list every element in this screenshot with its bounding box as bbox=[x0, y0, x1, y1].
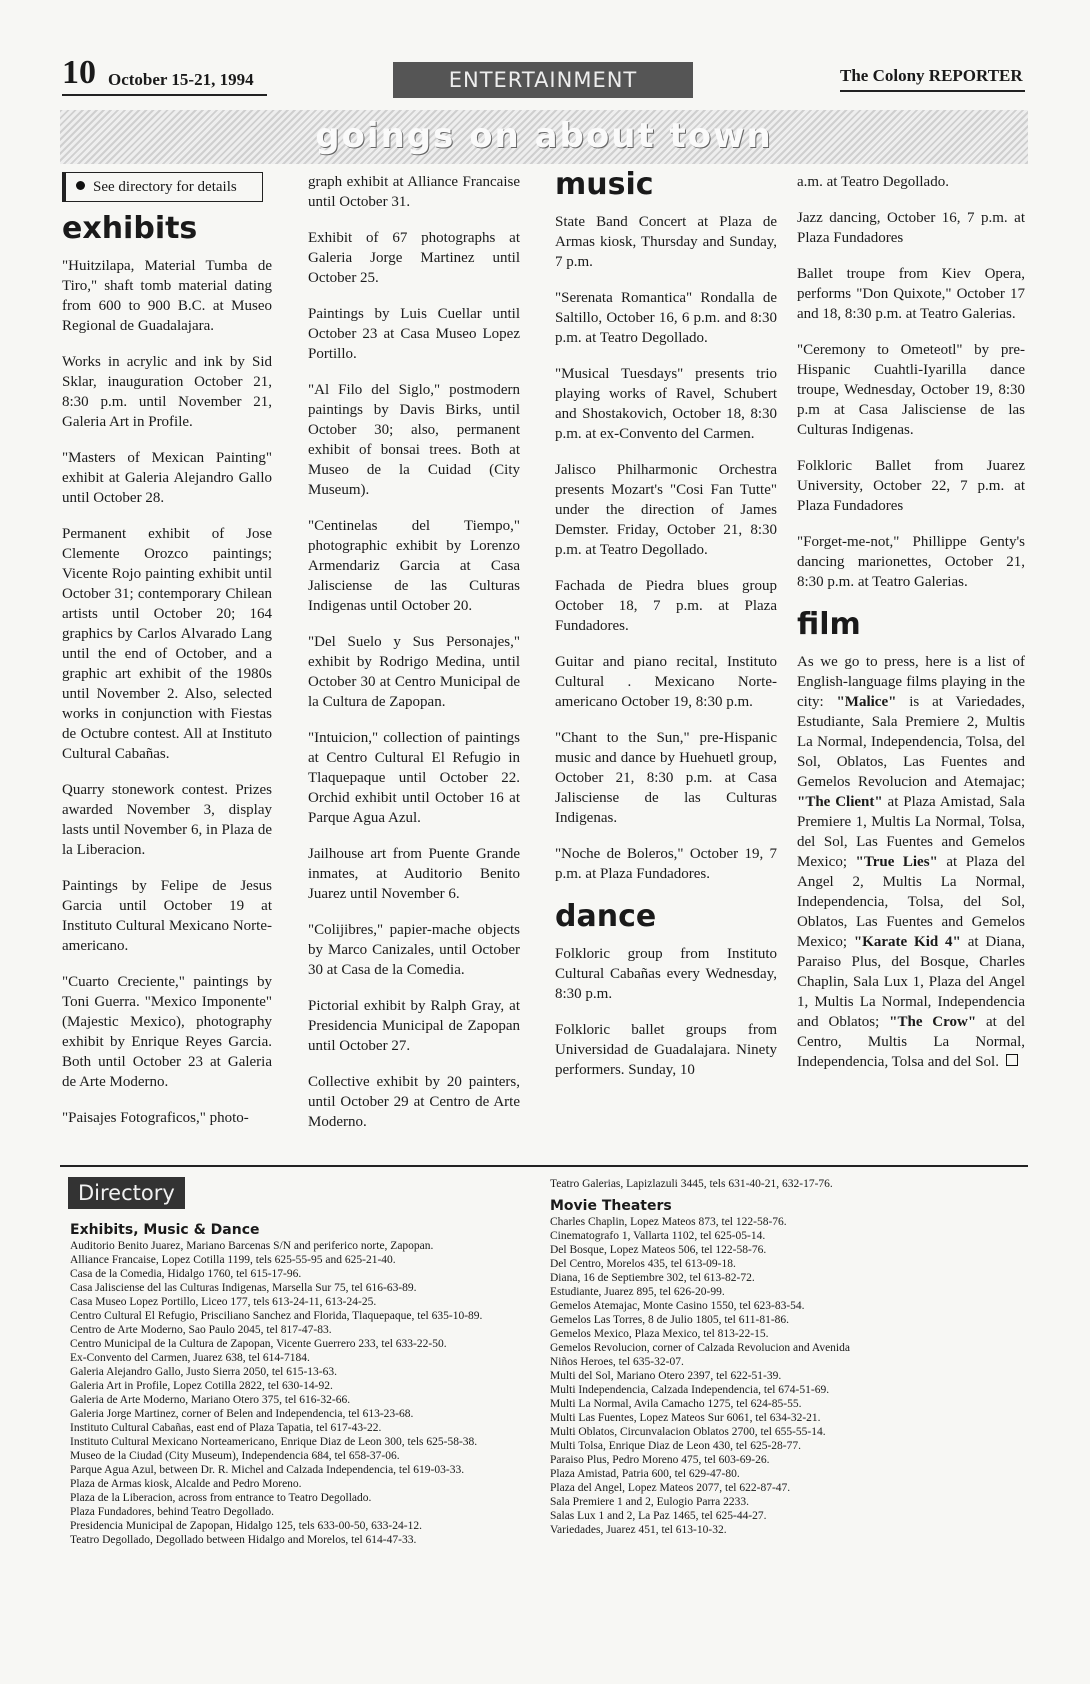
directory-entry: Plaza de la Liberacion, across from entrance to Teatro Degollado. bbox=[70, 1492, 372, 1504]
directory-entry: Diana, 16 de Septiembre 302, tel 613-82-72. bbox=[550, 1272, 755, 1284]
column-exhibits-continued bbox=[308, 172, 520, 1148]
film-title: "The Crow" bbox=[889, 1014, 977, 1030]
heading-dance: dance bbox=[555, 899, 657, 934]
directory-entry: Galeria Art in Profile, Lopez Cotilla 2822, tel 630-14-92. bbox=[70, 1380, 333, 1392]
directory-entry: Ex-Convento del Carmen, Juarez 638, tel 614-7184. bbox=[70, 1352, 310, 1364]
directory-entry: Gemelos Revolucion, corner of Calzada Revolucion and Avenida bbox=[550, 1342, 850, 1354]
listing: graph exhibit at Alliance Francaise until October 31. bbox=[308, 174, 520, 210]
film-venues: at del Centro, Multis La Normal, Independencia, Tolsa and del Sol. bbox=[797, 1014, 1025, 1070]
directory-entry: Plaza de Armas kiosk, Alcalde and Pedro Moreno. bbox=[70, 1478, 302, 1490]
directory-entry: Variedades, Juarez 451, tel 613-10-32. bbox=[550, 1524, 727, 1536]
directory-entry: Del Centro, Morelos 435, tel 613-09-18. bbox=[550, 1258, 736, 1270]
directory-entry: Museo de la Ciudad (City Museum), Independencia 684, tel 658-37-06. bbox=[70, 1450, 400, 1462]
directory-entry: Paraiso Plus, Pedro Moreno 475, tel 603-69-26. bbox=[550, 1454, 770, 1466]
directory-entry: Gemelos Mexico, Plaza Mexico, tel 813-22-15. bbox=[550, 1328, 769, 1340]
listing: "Ceremony to Ometeotl" by pre-Hispanic Cuahtli-Iyarilla dance troupe, Wednesday, October 19, 8:30 p.m at Casa Jalisciense de las Culturas Indigenas. bbox=[797, 342, 1025, 438]
film-title: "The Client" bbox=[797, 794, 883, 810]
listing: "Al Filo del Siglo," postmodern paintings by Davis Birks, until October 30; also, permanent exhibit of bonsai trees. Both at Museo de la Cuidad (City Museum). bbox=[308, 382, 520, 498]
listing: Permanent exhibit of Jose Clemente Orozco paintings; Vicente Rojo painting exhibit until October 31; contemporary Chilean artists until October 20; 164 graphics by Carlos Alvarado Lang until the end of October, and a graphic art exhibit of the 1980s until November 2. Also, selected works in conjunction with Fiestas de Octubre contest. All at Instituto Cultural Cabañas. bbox=[62, 526, 272, 762]
directory-entry: Multi Independencia, Calzada Independencia, tel 674-51-69. bbox=[550, 1384, 830, 1396]
directory-entry: Multi La Normal, Avila Camacho 1275, tel 624-85-55. bbox=[550, 1398, 802, 1410]
listing: Folkloric group from Instituto Cultural Cabañas every Wednesday, 8:30 p.m. bbox=[555, 946, 777, 1002]
header-rule-right bbox=[840, 90, 1025, 92]
listing: Pictorial exhibit by Ralph Gray, at Presidencia Municipal de Zapopan until October 27. bbox=[308, 998, 520, 1054]
directory-entry: Parque Agua Azul, between Dr. R. Michel and Calzada Independencia, tel 619-03-33. bbox=[70, 1464, 465, 1476]
listing: Paintings by Felipe de Jesus Garcia until October 19 at Instituto Cultural Mexicano Norte-americano. bbox=[62, 878, 272, 954]
directory-right bbox=[550, 1177, 1025, 1537]
listing: State Band Concert at Plaza de Armas kiosk, Thursday and Sunday, 7 p.m. bbox=[555, 214, 777, 270]
listing: "Cuarto Creciente," paintings by Toni Guerra. "Mexico Imponente" (Majestic Mexico), photography exhibit by Enrique Reyes Garcia. Both until October 23 at Galeria de Arte Moderno. bbox=[62, 974, 272, 1090]
directory-entry: Sala Premiere 1 and 2, Eulogio Parra 2233. bbox=[550, 1496, 749, 1508]
film-venues: at Plaza Amistad, Sala Premiere 1, Multis La Normal, Tolsa, del Sol, Las Fuentes and Gemelos Mexico; bbox=[797, 794, 1025, 870]
directory-entry: Presidencia Municipal de Zapopan, Hidalgo 125, tels 633-00-50, 633-24-12. bbox=[70, 1520, 422, 1532]
directory-entry: Niños Heroes, tel 635-32-07. bbox=[550, 1356, 684, 1368]
directory-entry: Casa Museo Lopez Portillo, Liceo 177, tels 613-24-11, 613-24-25. bbox=[70, 1296, 377, 1308]
directory-heading-movies: Movie Theaters bbox=[550, 1198, 672, 1214]
listing: "Chant to the Sun," pre-Hispanic music and dance by Huehuetl group, October 21, 8:30 p.m. at Casa Jalisciense de las Culturas Indigenas. bbox=[555, 730, 777, 826]
listing: Ballet troupe from Kiev Opera, performs "Don Quixote," October 17 and 18, 8:30 p.m. at Teatro Galerias. bbox=[797, 266, 1025, 322]
film-title: "True Lies" bbox=[855, 854, 938, 870]
section-title: ENTERTAINMENT bbox=[393, 62, 693, 98]
directory-heading-exhibits: Exhibits, Music & Dance bbox=[70, 1222, 260, 1238]
film-listing bbox=[797, 652, 1025, 1072]
directory-entry: Instituto Cultural Mexicano Norteamericano, Enrique Diaz de Leon 300, tels 625-58-38. bbox=[70, 1436, 478, 1448]
directory-entry: Cinematografo 1, Vallarta 1102, tel 625-05-14. bbox=[550, 1230, 766, 1242]
end-mark-icon bbox=[1006, 1054, 1018, 1066]
directory-box bbox=[60, 1165, 1028, 1617]
directory-note bbox=[62, 172, 263, 202]
directory-entry: Charles Chaplin, Lopez Mateos 873, tel 122-58-76. bbox=[550, 1216, 787, 1228]
film-title: "Karate Kid 4" bbox=[853, 934, 961, 950]
listing: "Serenata Romantica" Rondalla de Saltillo, October 16, 6 p.m. and 8:30 p.m. at Teatro Degollado. bbox=[555, 290, 777, 346]
directory-entry: Plaza del Angel, Lopez Mateos 2077, tel 622-87-47. bbox=[550, 1482, 791, 1494]
column-dance-film bbox=[797, 172, 1025, 1088]
listing: Folkloric ballet groups from Universidad de Guadalajara. Ninety performers. Sunday, 10 bbox=[555, 1022, 777, 1078]
banner-title: goings on about town bbox=[315, 116, 773, 156]
column-banner bbox=[60, 110, 1028, 164]
listing: Jailhouse art from Puente Grande inmates, at Auditorio Benito Juarez until November 6. bbox=[308, 846, 520, 902]
directory-entry: Centro Municipal de la Cultura de Zapopan, Vicente Guerrero 233, tel 633-22-50. bbox=[70, 1338, 447, 1350]
directory-entry: Teatro Galerias, Lapizlazuli 3445, tels 631-40-21, 632-17-76. bbox=[550, 1178, 833, 1190]
heading-music: music bbox=[555, 167, 654, 202]
listing: a.m. at Teatro Degollado. bbox=[797, 174, 949, 190]
directory-entry: Galeria Jorge Martinez, corner of Belen and Independencia, tel 613-23-68. bbox=[70, 1408, 414, 1420]
listing: "Centinelas del Tiempo," photographic exhibit by Lorenzo Armendariz Garcia at Casa Jalisciense de las Culturas Indigenas until October 20. bbox=[308, 518, 520, 614]
listing: Folkloric Ballet from Juarez University, October 22, 7 p.m. at Plaza Fundadores bbox=[797, 458, 1025, 514]
directory-entry: Casa de la Comedia, Hidalgo 1760, tel 615-17-96. bbox=[70, 1268, 302, 1280]
directory-entry: Plaza Amistad, Patria 600, tel 629-47-80. bbox=[550, 1468, 740, 1480]
directory-entry: Instituto Cultural Cabañas, east end of Plaza Tapatia, tel 617-43-22. bbox=[70, 1422, 382, 1434]
directory-entry: Estudiante, Juarez 895, tel 626-20-99. bbox=[550, 1286, 725, 1298]
listing: Jazz dancing, October 16, 7 p.m. at Plaza Fundadores bbox=[797, 210, 1025, 246]
film-venues: is at Variedades, Estudiante, Sala Premiere 2, Multis La Normal, Independencia, Tolsa, del Sol, Oblatos, Las Fuentes and Gemelos Revolucion and Atemajac; bbox=[797, 694, 1025, 790]
heading-film: film bbox=[797, 607, 861, 642]
directory-entry: Alliance Francaise, Lopez Cotilla 1199, tels 625-55-95 and 625-21-40. bbox=[70, 1254, 396, 1266]
directory-entry: Teatro Degollado, Degollado between Hidalgo and Morelos, tel 614-47-33. bbox=[70, 1534, 417, 1546]
listing: Guitar and piano recital, Instituto Cultural . Mexicano Norte-americano October 19, 8:30 p.m. bbox=[555, 654, 777, 710]
listing: Collective exhibit by 20 painters, until October 29 at Centro de Arte Moderno. bbox=[308, 1074, 520, 1130]
directory-entry: Multi del Sol, Mariano Otero 2397, tel 622-51-39. bbox=[550, 1370, 782, 1382]
directory-entry: Casa Jalisciense del las Culturas Indigenas, Marsella Sur 75, tel 616-63-89. bbox=[70, 1282, 417, 1294]
listing: "Huitzilapa, Material Tumba de Tiro," shaft tomb material dating from 600 to 900 B.C. at Museo Regional de Guadalajara. bbox=[62, 258, 272, 334]
column-music-dance bbox=[555, 160, 777, 1096]
film-venues: at Diana, Paraiso Plus, del Bosque, Charles Chaplin, Sala Lux 1, Plaza del Angel 1, Multis La Normal, Independencia and Oblatos; bbox=[797, 934, 1025, 1030]
listing: "Del Suelo y Sus Personajes," exhibit by Rodrigo Medina, until October 30 at Centro Municipal de la Cultura de Zapopan. bbox=[308, 634, 520, 710]
listing: "Intuicion," collection of paintings at Centro Cultural El Refugio in Tlaquepaque until October 22. Orchid exhibit until October 16 at Parque Agua Azul. bbox=[308, 730, 520, 826]
directory-entry: Galeria de Arte Moderno, Mariano Otero 375, tel 616-32-66. bbox=[70, 1394, 351, 1406]
directory-note-text: See directory for details bbox=[93, 179, 237, 195]
heading-exhibits: exhibits bbox=[62, 211, 198, 246]
listing: Fachada de Piedra blues group October 18, 7 p.m. at Plaza Fundadores. bbox=[555, 578, 777, 634]
listing: Quarry stonework contest. Prizes awarded November 3, display lasts until November 6, in Plaza de la Liberacion. bbox=[62, 782, 272, 858]
listing: Works in acrylic and ink by Sid Sklar, inauguration October 21, 8:30 p.m. until November 21, Galeria Art in Profile. bbox=[62, 354, 272, 430]
directory-entry: Gemelos Atemajac, Monte Casino 1550, tel 623-83-54. bbox=[550, 1300, 805, 1312]
listing: "Masters of Mexican Painting" exhibit at Galeria Alejandro Gallo until October 28. bbox=[62, 450, 272, 506]
directory-entry: Centro de Arte Moderno, Sao Paulo 2045, tel 817-47-83. bbox=[70, 1324, 332, 1336]
listing: "Musical Tuesdays" presents trio playing works of Ravel, Schubert and Shostakovich, October 18, 8:30 p.m. at ex-Convento del Carmen. bbox=[555, 366, 777, 442]
directory-entry: Del Bosque, Lopez Mateos 506, tel 122-58-76. bbox=[550, 1244, 767, 1256]
film-title: "Malice" bbox=[836, 694, 897, 710]
page-number: 10 bbox=[62, 54, 96, 91]
directory-title: Directory bbox=[68, 1177, 185, 1209]
listing: "Noche de Boleros," October 19, 7 p.m. at Plaza Fundadores. bbox=[555, 846, 777, 882]
listing: "Colijibres," papier-mache objects by Marco Canizales, until October 30 at Casa de la Comedia. bbox=[308, 922, 520, 978]
directory-entry: Multi Tolsa, Enrique Diaz de Leon 430, tel 625-28-77. bbox=[550, 1440, 801, 1452]
bullet-icon bbox=[76, 181, 85, 190]
header-rule-left bbox=[62, 94, 267, 96]
directory-entry: Plaza Fundadores, behind Teatro Degollado. bbox=[70, 1506, 275, 1518]
listing: Exhibit of 67 photographs at Galeria Jorge Martinez until October 25. bbox=[308, 230, 520, 286]
directory-left bbox=[70, 1219, 508, 1547]
column-exhibits bbox=[62, 172, 272, 1144]
directory-entry: Gemelos Las Torres, 8 de Julio 1805, tel 611-81-86. bbox=[550, 1314, 790, 1326]
film-venues: at Plaza del Angel 2, Multis La Normal, Independencia, Tolsa, del Sol, Oblatos, Las Fuentes and Gemelos Mexico; bbox=[797, 854, 1025, 950]
directory-entry: Centro Cultural El Refugio, Prisciliano Sanchez and Florida, Tlaquepaque, tel 635-10-89. bbox=[70, 1310, 483, 1322]
directory-entry: Multi Las Fuentes, Lopez Mateos Sur 6061, tel 634-32-21. bbox=[550, 1412, 821, 1424]
issue-date: October 15-21, 1994 bbox=[108, 70, 254, 89]
listing: Jalisco Philharmonic Orchestra presents Mozart's "Cosi Fan Tutte" under the direction of James Demster. Friday, October 21, 8:30 p.m. at Teatro Degollado. bbox=[555, 462, 777, 558]
directory-entry: Salas Lux 1 and 2, La Paz 1465, tel 625-44-27. bbox=[550, 1510, 767, 1522]
directory-entry: Galeria Alejandro Gallo, Justo Sierra 2050, tel 615-13-63. bbox=[70, 1366, 337, 1378]
film-intro: As we go to press, here is a list of English-language films playing in the city: bbox=[797, 654, 1025, 710]
directory-entry: Auditorio Benito Juarez, Mariano Barcenas S/N and periferico norte, Zapopan. bbox=[70, 1240, 434, 1252]
directory-entry: Multi Oblatos, Circunvalacion Oblatos 2700, tel 655-55-14. bbox=[550, 1426, 826, 1438]
listing: "Forget-me-not," Phillippe Genty's dancing marionettes, October 21, 8:30 p.m. at Teatro Galerias. bbox=[797, 534, 1025, 590]
listing: Paintings by Luis Cuellar until October 23 at Casa Museo Lopez Portillo. bbox=[308, 306, 520, 362]
paper-name: The Colony REPORTER bbox=[840, 66, 1023, 85]
listing: "Paisajes Fotograficos," photo- bbox=[62, 1110, 249, 1126]
